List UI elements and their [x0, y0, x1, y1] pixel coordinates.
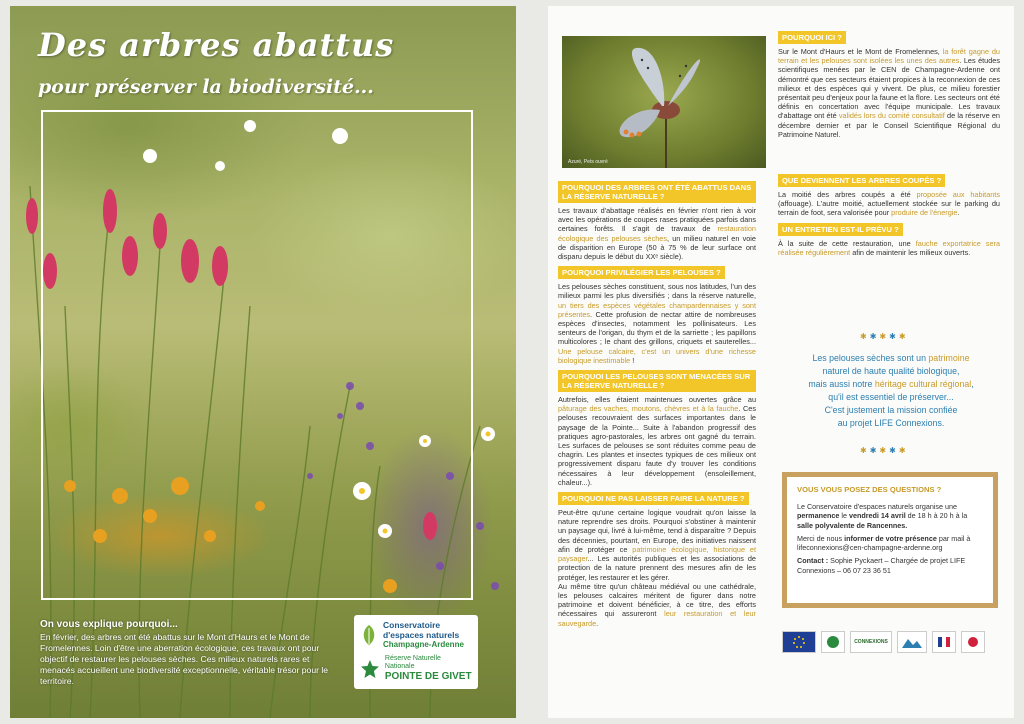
- decorative-dots-top: ✱✱✱✱✱: [860, 332, 909, 341]
- section-title-maintenance: UN ENTRETIEN EST-IL PRÉVU ?: [778, 223, 903, 236]
- cen-line-2: d'espaces naturels: [383, 629, 460, 640]
- eu-flag-icon: [782, 631, 816, 653]
- section-text-why-here: Sur le Mont d'Haurs et le Mont de Fromelennes, la forêt gagne du terrain et les pelouses sont isolées les unes des autres. Les études scientifiques menées par le CEN de Champagne-Ardenne ont démontré que ces secteurs étaient propices à la reconnexion de ces milieux et des espèces qui y vivent. De plus, ce milieu forestier présentait peu d'enjeux pour la faune et la flore. Les secteurs ont été définis en concertation avec l'équipe municipale. Les travaux d'abattage ont été validés lors du comité consultatif de la réserve en décembre dernier et par le Conseil Scientifique Régional du Patrimoine Naturel.: [778, 47, 1000, 139]
- life-logo-icon: [821, 631, 845, 653]
- rn-logo: [360, 655, 472, 682]
- section-text-threats: Autrefois, elles étaient maintenues ouvertes grâce au pâturage des vaches, moutons, chèvres et à la fauche. Ces pelouses recouvraient des surfaces importantes dans le paysage de la Pointe... Suite à l'abandon progressif des pratiques agro-pastorales, les arbres ont gagné du terrain. Les surfaces de pelouses se sont réduites comme peau de chagrin. Les plantes et insectes typiques de ces milieux ont progressivement disparu faute d'y trouver les conditions nécessaires à leur développement (ensoleillement, chaleur...).: [558, 395, 757, 487]
- explain-block: [40, 619, 340, 687]
- butterfly-illustration: [562, 36, 766, 168]
- contact-email[interactable]: par mail à lifeconnexions@cen-champagne-ardenne.org: [797, 533, 971, 553]
- section-title-why-here: POURQUOI ICI ?: [778, 31, 846, 44]
- section-text-why-trees: Les travaux d'abattage réalisés en février n'ont rien à voir avec les opérations de coupes rases pratiquées parfois dans certaines forêts. Il s'agit de travaux de restauration écologique des pelouses sèches, un milieu naturel en voie de disparition en Europe (50 à 75 % de leur surface ont disparu depuis le début du XXᵉ siècle).: [558, 206, 756, 262]
- connexions-logo: CONNEXIONS: [850, 631, 892, 653]
- section-text-maintenance: À la suite de cette restauration, une fauche exportatrice sera réalisée régulièrement afin de maintenir les milieux ouverts.: [778, 238, 1001, 257]
- photo-credit: Azuré, Pets ouvré: [568, 159, 608, 165]
- section-text-nature: Peut-être qu'une certaine logique voudrait qu'on laisse la nature reprendre ses droits. Pourquoi s'obstiner à maintenir un paysage qui, livré à lui-même, tend à disparaître ? Depuis des décennies, pourtant, en Europe, des initiatives naissent afin de protéger ce patrimoine écologique, historique et paysager... Les autorités publiques et les associations de protection de la nature prennent des mesures afin de les protéger, les restaurer et les gérer.: [558, 508, 756, 582]
- column-right: [778, 26, 1000, 257]
- leaf-icon: [360, 624, 378, 646]
- contact-info: Contact : Sophie Pyckaert – Chargée de projet LIFE Connexions – 06 07 23 36 51: [797, 556, 966, 575]
- column-left: [558, 176, 756, 628]
- prefet-logo-icon: [932, 631, 956, 653]
- section-title-threats: POURQUOI LES PELOUSES SONT MENACÉES SUR LA RÉSERVE NATURELLE ?: [558, 370, 756, 392]
- section-text-cut-trees: La moitié des arbres coupés a été proposée aux habitants (affouage). L'autre moitié, actuellement stockée sur le parking du terrain de foot, sera valorisée pour produire de l'énergie.: [778, 190, 1000, 218]
- section-title-why-trees: POURQUOI DES ARBRES ONT ÉTÉ ABATTUS DANS LA RÉSERVE NATURELLE ?: [558, 181, 756, 203]
- rn-line-2: POINTE DE GIVET: [384, 671, 472, 682]
- questions-box: [782, 472, 998, 608]
- poster-title: Des arbres abattus: [38, 26, 395, 64]
- spacer: [778, 139, 1000, 169]
- reserve-star-icon: [360, 659, 380, 679]
- permanence-info: Le Conservatoire d'espaces naturels organise une permanence le vendredi 14 avril de 18 h à 20 h à la salle polyvalente de Rancennes.: [797, 502, 968, 530]
- butterfly-photo: [562, 36, 766, 168]
- poster-subtitle: pour préserver la biodiversité...: [38, 76, 374, 98]
- rsvp-info: Merci de nous informer de votre présence par mail à lifeconnexions@cen-champagne-ardenne.org: [797, 533, 971, 553]
- questions-box-title: VOUS VOUS POSEZ DES QUESTIONS ?: [797, 485, 942, 494]
- highlight-quote: Les pelouses sèches sont un patrimoine naturel de haute qualité biologique, mais aussi notre héritage cultural régional, qu'il est essentiel de préserver... C'est justement la mission confiée au projet LIFE Connexions.: [808, 353, 974, 428]
- region-logo-icon: [961, 631, 985, 653]
- natura-logo-icon: [897, 631, 927, 653]
- rn-line-1: Réserve Naturelle Nationale: [384, 655, 441, 670]
- cen-logo: [360, 621, 472, 649]
- decorative-dots-bottom: ✱✱✱✱✱: [860, 446, 909, 455]
- partner-logos-row: [782, 628, 1000, 656]
- cen-line-1: Conservatoire: [383, 620, 441, 630]
- section-title-why-lawns: POURQUOI PRIVILÉGIER LES PELOUSES ?: [558, 266, 725, 279]
- explain-text: En février, des arbres ont été abattus sur le Mont d'Haurs et le Mont de Fromelennes. Loin d'être une aberration écologique, ces travaux ont pour objectif de restaurer les pelouses sèches. Ces milieux naturels rares et menacés accueillent une biodiversité exceptionnelle, véritable trésor pour le territoire.: [40, 632, 329, 686]
- section-title-cut-trees: QUE DEVIENNENT LES ARBRES COUPÉS ?: [778, 174, 945, 187]
- photo-frame: [41, 110, 473, 600]
- section-text-why-lawns: Les pelouses sèches constituent, sous nos latitudes, l'un des milieux parmi les plus diversifiés ; dans la réserve naturelle, un tiers des espèces végétales champardennaises y sont présentes. Cette profusion de nectar attire de nombreuses espèces d'insectes, notamment les pollinisateurs. Les senteurs de l'origan, du thym et de la sarriette ; les papillons multicolores ; le chant des grillons, criquets et sauterelles... Une pelouse calcaire, c'est un univers d'une richesse biologique inestimable !: [558, 282, 756, 365]
- section-text-nature-2: Au même titre qu'un château médiéval ou une cathédrale, les pelouses calcaires méritent de figurer dans notre patrimoine et doivent bénéficier, à ce titre, des efforts nécessaires qui assureront leur restauration et leur sauvegarde.: [558, 581, 756, 628]
- cen-line-3: Champagne-Ardenne: [383, 640, 464, 649]
- info-panel: [548, 6, 1014, 718]
- section-title-nature: POURQUOI NE PAS LAISSER FAIRE LA NATURE ?: [558, 492, 749, 505]
- partner-logo-box: [354, 615, 478, 689]
- poster-panel: [10, 6, 516, 718]
- explain-heading: On vous explique pourquoi...: [40, 619, 178, 630]
